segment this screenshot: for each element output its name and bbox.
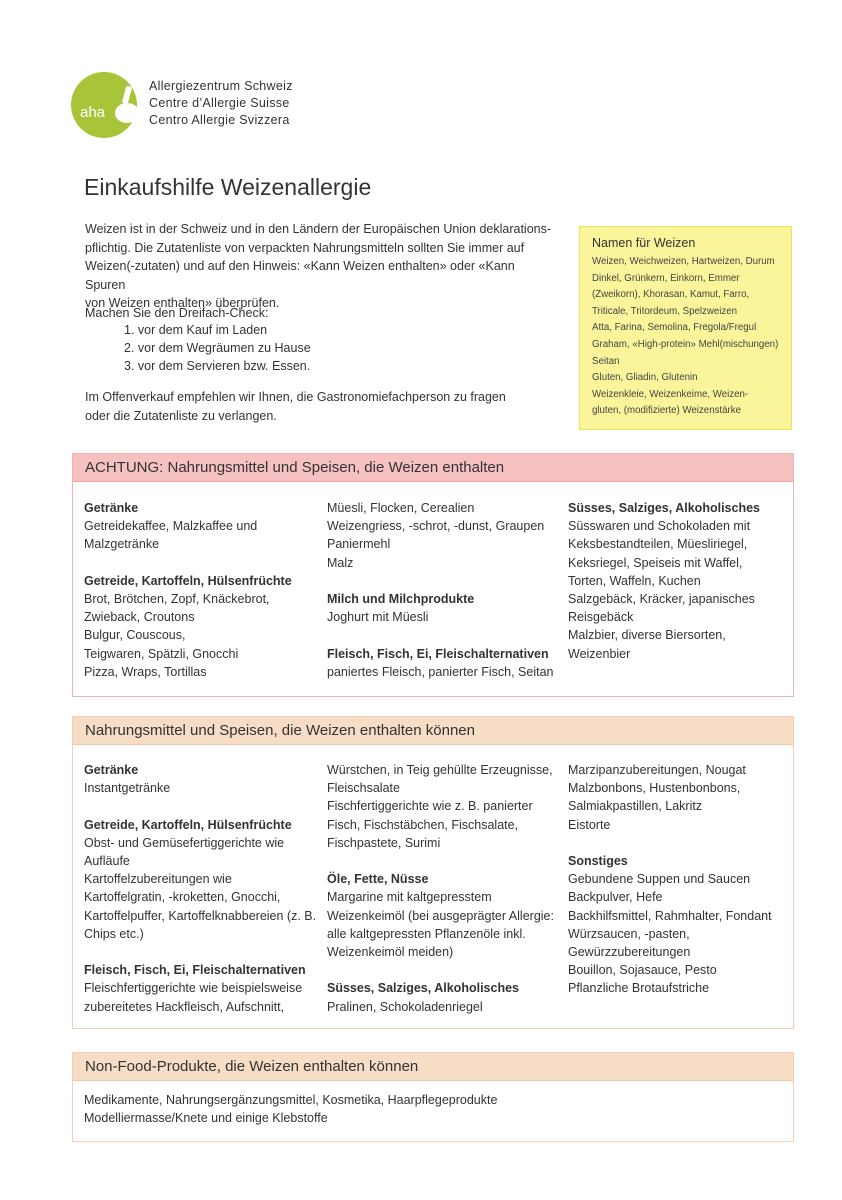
- names-line: gluten, (modifizierte) Weizenstärke: [592, 405, 741, 417]
- list-item: Aufläufe: [84, 854, 130, 868]
- names-line: (Zweikorn), Khorasan, Kamut, Farro,: [592, 289, 750, 301]
- wheat-names-box: [579, 226, 792, 430]
- list-item: Kartoffelpuffer, Kartoffelknabbereien (z. B.: [84, 908, 317, 923]
- list-item: Salmiakpastillen, Lakritz: [568, 799, 703, 814]
- list-item: Weizenbier: [568, 646, 631, 661]
- list-item: Eistorte: [568, 817, 611, 832]
- category-heading: Sonstiges: [568, 854, 628, 868]
- outro-line: oder die Zutatenliste zu verlangen.: [85, 408, 277, 423]
- list-item: Paniermehl: [327, 537, 391, 552]
- category-heading: Fleisch, Fisch, Ei, Fleischalternativen: [84, 963, 306, 978]
- list-item: Würstchen, in Teig gehüllte Erzeugnisse,: [327, 763, 553, 777]
- category-heading: Süsses, Salziges, Alkoholisches: [327, 981, 519, 996]
- names-line: Weizen, Weichweizen, Hartweizen, Durum: [592, 256, 775, 267]
- list-item: Malzgetränke: [84, 537, 160, 552]
- category-heading: Getreide, Kartoffeln, Hülsenfrüchte: [84, 573, 292, 588]
- category-heading: Öle, Fette, Nüsse: [327, 872, 429, 887]
- aha-logo: [70, 68, 142, 138]
- list-item: Süsswaren und Schokoladen mit: [568, 519, 751, 534]
- section-title: ACHTUNG: Nahrungsmittel und Speisen, die Weizen enthalten: [73, 454, 793, 482]
- list-item: Weizenkeimöl meiden): [327, 945, 454, 960]
- intro-line: Weizen ist in der Schweiz und in den Ländern der Europäischen Union deklarations-: [85, 222, 552, 236]
- names-line: Seitan: [592, 355, 620, 367]
- spacer: [84, 554, 292, 572]
- names-line: Graham, «High-protein» Mehl(mischungen): [592, 338, 779, 350]
- list-item: Modelliermasse/Knete und einige Klebstoffe: [84, 1111, 328, 1126]
- list-item: Joghurt mit Müesli: [327, 610, 429, 625]
- names-line: Dinkel, Grünkern, Einkorn, Emmer: [592, 272, 740, 284]
- section-may-contain-wheat: [72, 716, 794, 1029]
- list-item: Fisch, Fischstäbchen, Fischsalate,: [327, 817, 519, 832]
- list-item: Brot, Brötchen, Zopf, Knäckebrot,: [84, 592, 270, 606]
- list-item: Keksbestandteilen, Müesliriegel,: [568, 537, 748, 552]
- list-item: Pizza, Wraps, Tortillas: [84, 664, 207, 679]
- names-line: Atta, Farina, Semolina, Fregola/Fregul: [592, 322, 757, 334]
- list-item: Marzipanzubereitungen, Nougat: [568, 763, 746, 777]
- list-item: Malzbier, diverse Biersorten,: [568, 628, 726, 643]
- outro-paragraph: [85, 388, 555, 425]
- category-heading: Getränke: [84, 501, 139, 515]
- list-item: Pralinen, Schokoladenriegel: [327, 999, 483, 1014]
- names-line: Gluten, Gliadin, Glutenin: [592, 372, 698, 384]
- spacer: [327, 572, 554, 590]
- list-item: Obst- und Gemüsefertiggerichte wie: [84, 835, 285, 850]
- list-item: Getreidekaffee, Malzkaffee und: [84, 519, 258, 534]
- column: [84, 761, 316, 1016]
- list-item: Gewürzzubereitungen: [568, 945, 691, 960]
- list-item: alle kaltgepressten Pflanzenöle inkl.: [327, 926, 526, 941]
- list-item: Reisgebäck: [568, 610, 634, 625]
- section-title: Non-Food-Produkte, die Weizen enthalten können: [73, 1053, 793, 1081]
- list-item: Instantgetränke: [84, 781, 171, 796]
- spacer: [84, 943, 316, 961]
- check-step: 2. vor dem Wegräumen zu Hause: [124, 341, 311, 355]
- page-title: Einkaufshilfe Weizenallergie: [84, 174, 372, 200]
- list-item: zubereitetes Hackfleisch, Aufschnitt,: [84, 999, 285, 1014]
- list-item: Backhilfsmittel, Rahmhalter, Fondant: [568, 908, 772, 923]
- column: [327, 499, 554, 681]
- list-item: Fischpastete, Surimi: [327, 835, 441, 850]
- list-item: Keksriegel, Speiseis mit Waffel,: [568, 555, 743, 570]
- section-title: Nahrungsmittel und Speisen, die Weizen enthalten können: [73, 717, 793, 745]
- section-non-food: [72, 1052, 794, 1142]
- check-title: Machen Sie den Dreifach-Check:: [85, 306, 269, 320]
- column: [568, 761, 772, 998]
- category-heading: Getreide, Kartoffeln, Hülsenfrüchte: [84, 817, 292, 832]
- list-item: Kartoffelgratin, -kroketten, Gnocchi,: [84, 890, 281, 905]
- list-item: Malzbonbons, Hustenbonbons,: [568, 781, 741, 796]
- org-name-it: Centro Allergie Svizzera: [149, 113, 290, 127]
- names-box-title: Namen für Weizen: [592, 236, 696, 250]
- names-line: Weizenkleie, Weizenkeime, Weizen-: [592, 388, 749, 400]
- column: [84, 499, 292, 681]
- list-item: Müesli, Flocken, Cerealien: [327, 501, 475, 515]
- section-contains-wheat: [72, 453, 794, 697]
- outro-line: Im Offenverkauf empfehlen wir Ihnen, die Gastronomiefachperson zu fragen: [85, 390, 506, 404]
- list-item: Fleischsalate: [327, 781, 400, 796]
- list-item: Pflanzliche Brotaufstriche: [568, 981, 710, 996]
- org-name-fr: Centre d’Allergie Suisse: [149, 96, 290, 110]
- check-step: 1. vor dem Kauf im Laden: [124, 323, 268, 337]
- list-item: Weizenkeimöl (bei ausgeprägter Allergie:: [327, 908, 554, 923]
- list-item: Teigwaren, Spätzli, Gnocchi: [84, 646, 239, 661]
- list-item: Gebundene Suppen und Saucen: [568, 872, 751, 887]
- spacer: [327, 626, 554, 644]
- intro-line: Weizen(-zutaten) und auf den Hinweis: «Kann Weizen enthalten» oder «Kann Spuren: [85, 259, 515, 292]
- spacer: [327, 852, 554, 870]
- intro-paragraph: [85, 220, 555, 313]
- list-item: Salzgebäck, Kräcker, japanisches: [568, 592, 755, 607]
- check-step: 3. vor dem Servieren bzw. Essen.: [124, 359, 311, 373]
- intro-line: von Weizen enthalten» überprüfen.: [85, 296, 280, 310]
- column: [327, 761, 554, 1016]
- category-heading: Getränke: [84, 763, 139, 777]
- column: [568, 499, 760, 663]
- list-item: Fleischfertiggerichte wie beispielsweise: [84, 981, 303, 996]
- spacer: [84, 797, 316, 815]
- list-item: Bulgur, Couscous,: [84, 628, 186, 643]
- org-name-de: Allergiezentrum Schweiz: [149, 79, 293, 93]
- list-item: Chips etc.): [84, 926, 144, 941]
- list-item: Fischfertiggerichte wie z. B. panierter: [327, 799, 533, 814]
- list-item: Kartoffelzubereitungen wie: [84, 872, 232, 887]
- list-item: Weizengriess, -schrot, -dunst, Graupen: [327, 519, 545, 534]
- category-heading: Milch und Milchprodukte: [327, 592, 475, 606]
- intro-line: pflichtig. Die Zutatenliste von verpackten Nahrungsmitteln sollten Sie immer auf: [85, 240, 525, 255]
- list-item: Medikamente, Nahrungsergänzungsmittel, Kosmetika, Haarpflegeprodukte: [84, 1093, 498, 1107]
- column: [84, 1091, 497, 1127]
- category-heading: Süsses, Salziges, Alkoholisches: [568, 501, 760, 515]
- list-item: Würzsaucen, -pasten,: [568, 926, 690, 941]
- list-item: Zwieback, Croutons: [84, 610, 195, 625]
- logo-text: aha: [80, 104, 106, 121]
- list-item: Torten, Waffeln, Kuchen: [568, 573, 701, 588]
- list-item: Bouillon, Sojasauce, Pesto: [568, 963, 717, 978]
- list-item: Backpulver, Hefe: [568, 890, 663, 905]
- list-item: paniertes Fleisch, panierter Fisch, Seitan: [327, 664, 554, 679]
- spacer: [327, 961, 554, 979]
- list-item: Margarine mit kaltgepresstem: [327, 890, 492, 905]
- names-line: Triticale, Tritordeum, Spelzweizen: [592, 305, 738, 317]
- spacer: [568, 834, 772, 852]
- category-heading: Fleisch, Fisch, Ei, Fleischalternativen: [327, 646, 549, 661]
- list-item: Malz: [327, 555, 354, 570]
